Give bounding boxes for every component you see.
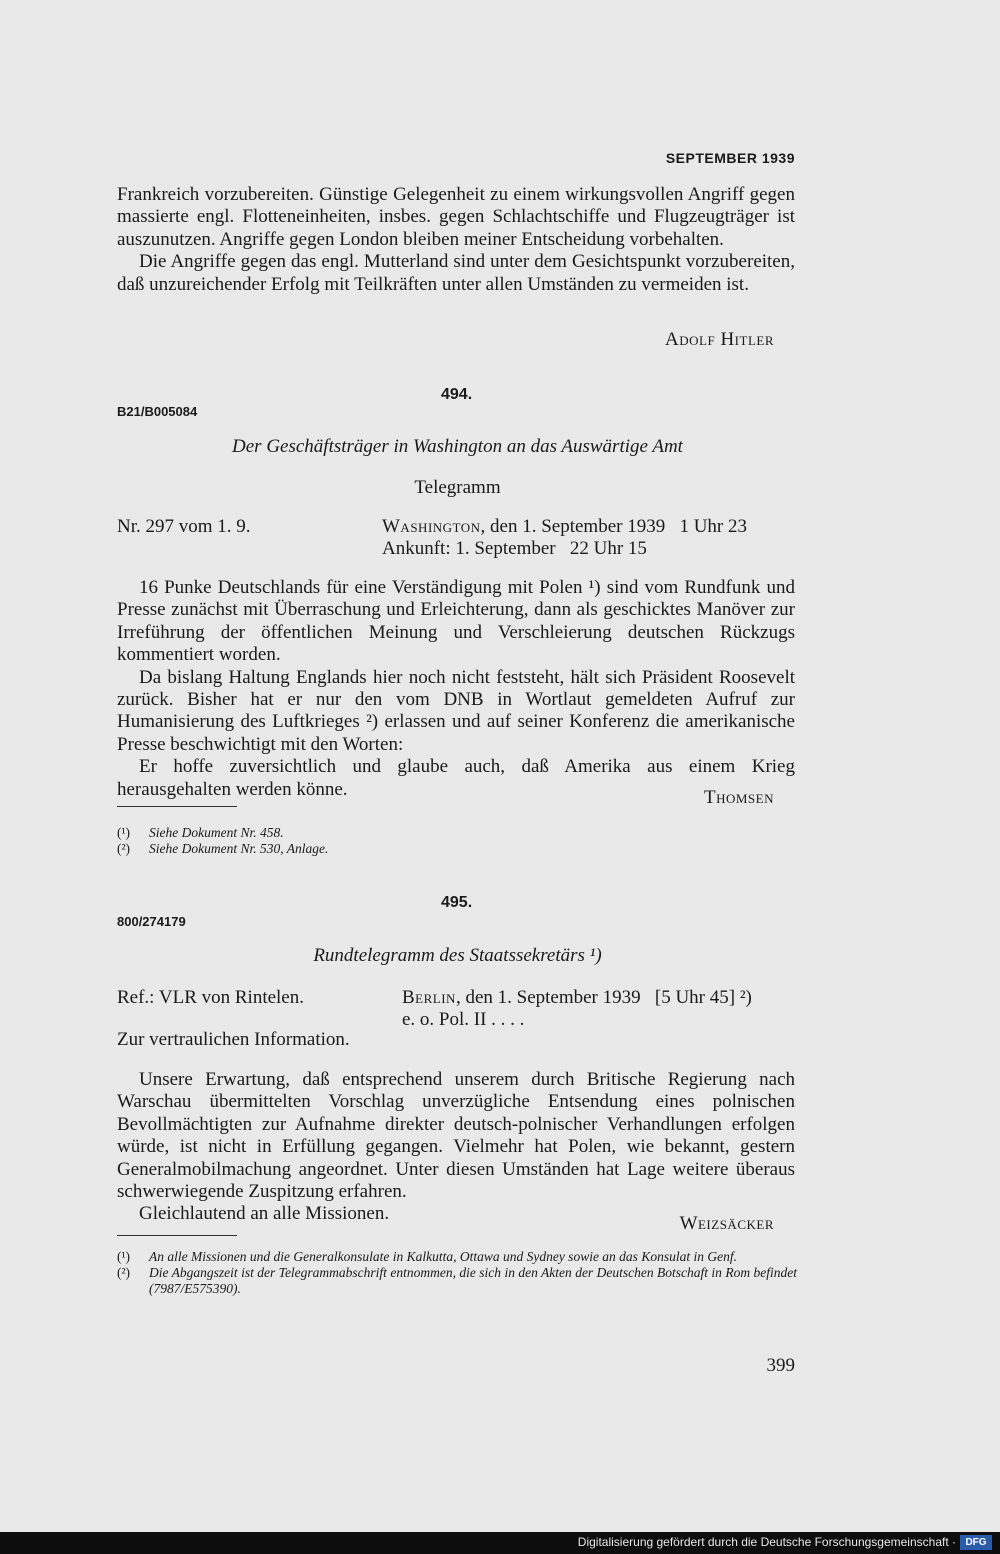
- paragraph: Frankreich vorzubereiten. Günstige Gelegenheit zu einem wirkungsvollen Angriff gegen massierte engl. Flotteneinheiten, insbes. gegen Schlachtschiffe und Flugzeugträger ist auszunutzen. Angriffe gegen London bleiben meiner Entscheidung vorbehalten.: [117, 184, 795, 250]
- paragraph: Gleichlautend an alle Missionen.: [139, 1203, 390, 1225]
- footnote-rule: [117, 1235, 237, 1236]
- signature-hitler: Adolf Hitler: [665, 329, 774, 350]
- signature-weizsaecker: Weizsäcker: [679, 1213, 774, 1234]
- continuation-text: [117, 184, 795, 296]
- telegram-origin-495: [402, 987, 752, 1009]
- telegram-arrival-494: Ankunft: 1. September 22 Uhr 15: [382, 538, 647, 559]
- origin-date: , den 1. September 1939 [5 Uhr 45] ²): [455, 987, 752, 1008]
- credit-bar: [0, 1532, 1000, 1554]
- confidential-note-495: Zur vertraulichen Information.: [117, 1029, 350, 1050]
- credit-text: Digitalisierung gefördert durch die Deutsche Forschungsgemeinschaft ·: [577, 1535, 956, 1549]
- footnote: (¹) Siehe Dokument Nr. 458.: [117, 825, 284, 840]
- footnote-rule: [117, 806, 237, 807]
- document-title-495: Rundtelegramm des Staatssekretärs ¹): [313, 945, 602, 966]
- file-code-494: B21/B005084: [117, 404, 198, 419]
- telegram-ref-494: Nr. 297 vom 1. 9.: [117, 516, 251, 537]
- telegram-origin-494: [382, 516, 747, 538]
- signature-thomsen: Thomsen: [703, 787, 774, 808]
- document-type-494: Telegramm: [414, 477, 501, 498]
- footnotes-494: [117, 825, 797, 857]
- paragraph: 16 Punke Deutschlands für eine Verständigung mit Polen ¹) sind vom Rundfunk und Presse zunächst mit Überraschung und Erleichterung, dann als geschicktes Manöver zur Irreführung der öffentlichen Meinung und Verschleierung deutschen Rückzugs kommentiert worden.: [117, 577, 795, 666]
- file-reference-495: e. o. Pol. II . . . .: [402, 1009, 525, 1030]
- origin-city: Washington: [382, 516, 481, 537]
- footnotes-495: [117, 1249, 797, 1297]
- document-number-494: 494.: [441, 386, 473, 403]
- origin-date: , den 1. September 1939 1 Uhr 23: [480, 516, 748, 537]
- document-number-495: 495.: [441, 894, 473, 911]
- paragraph: Unsere Erwartung, daß entsprechend unserem durch Britische Regierung nach Warschau übermittelten Vorschlag unverzügliche Entsendung eines polnischen Bevollmächtigten zur Aufnahme direkter deutsch-polnischer Verhandlungen erfolgen würde, ist nicht in Erfüllung gegangen. Vielmehr hat Polen, wie bekannt, gestern Generalmobilmachung angeordnet. Unter diesen Umständen hat Lage weitere überaus schwerwiegende Zuspitzung erfahren.: [117, 1069, 795, 1203]
- footnote: (²) Die Abgangszeit ist der Telegrammabschrift entnommen, die sich in den Akten der Deutschen Botschaft in Rom befindet (7987/E575390).: [117, 1265, 797, 1296]
- footnote: (²) Siehe Dokument Nr. 530, Anlage.: [117, 841, 329, 856]
- body-494: [117, 577, 795, 801]
- paragraph: Er hoffe zuversichtlich und glaube auch, daß Amerika aus einem Krieg herausgehalten werden könne.: [117, 756, 795, 800]
- document-title-494: Der Geschäftsträger in Washington an das Auswärtige Amt: [232, 436, 683, 457]
- page-number: 399: [766, 1355, 795, 1376]
- dfg-logo: DFG: [960, 1535, 992, 1550]
- telegram-ref-495: Ref.: VLR von Rintelen.: [117, 987, 304, 1008]
- paragraph: Da bislang Haltung Englands hier noch nicht feststeht, hält sich Präsident Roosevelt zurück. Bisher hat er nur den vom DNB in Wortlaut gemeldeten Aufruf zur Humanisierung des Luftkrieges ²) erlassen und auf seiner Konferenz die amerikanische Presse beschwichtigt mit den Worten:: [117, 666, 795, 755]
- origin-city: Berlin: [402, 987, 456, 1008]
- body-495: [117, 1069, 795, 1226]
- file-code-495: 800/274179: [117, 914, 186, 929]
- running-header: SEPTEMBER 1939: [665, 150, 795, 166]
- paragraph: Die Angriffe gegen das engl. Mutterland sind unter dem Gesichtspunkt vorzubereiten, daß unzureichender Erfolg mit Teilkräften unter allen Umständen zu vermeiden ist.: [117, 251, 795, 295]
- footnote: (¹) An alle Missionen und die Generalkonsulate in Kalkutta, Ottawa und Sydney sowie an das Konsulat in Genf.: [117, 1249, 737, 1264]
